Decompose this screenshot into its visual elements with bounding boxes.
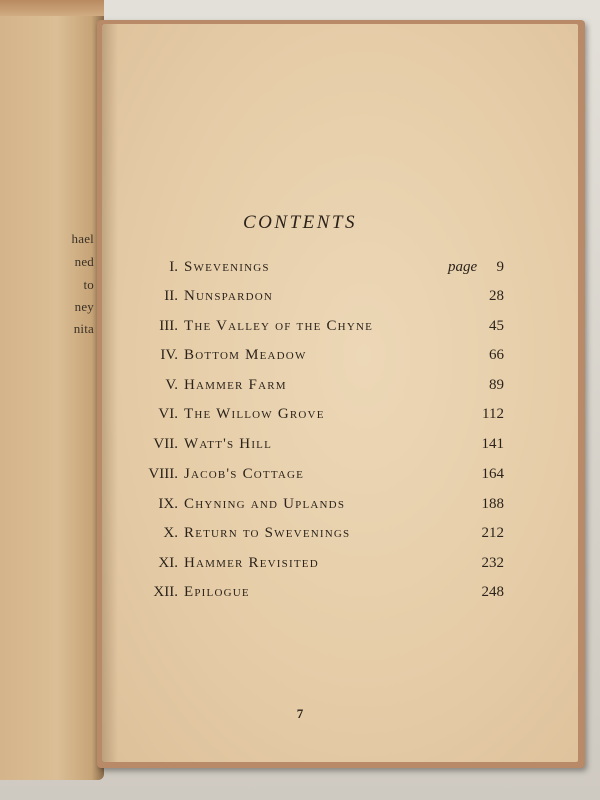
chapter-title: Nunspardon [184, 288, 274, 304]
chapter-numeral: II. [164, 288, 178, 304]
toc-entry [0, 466, 600, 492]
facing-page-text: ned [74, 254, 94, 269]
chapter-numeral: X. [163, 525, 178, 541]
chapter-numeral: XII. [153, 584, 178, 600]
toc-entry [0, 288, 600, 314]
chapter-numeral: VI. [158, 406, 178, 422]
chapter-page-number: 89 [489, 377, 504, 393]
page-number: 7 [296, 706, 304, 721]
facing-page-text: to [83, 277, 94, 292]
chapter-title: Bottom Meadow [184, 347, 307, 363]
toc-entry [0, 584, 600, 610]
toc-entry [0, 318, 600, 344]
chapter-numeral: IV. [160, 347, 178, 363]
chapter-title: Return to Swevenings [184, 525, 351, 541]
chapter-title: Jacob's Cottage [184, 466, 305, 482]
toc-entry [0, 406, 600, 432]
chapter-title: Epilogue [184, 584, 250, 600]
toc-entry [0, 347, 600, 373]
chapter-title: The Valley of the Chyne [184, 318, 374, 334]
chapter-page-number: 141 [481, 436, 504, 452]
chapter-title: Chyning and Uplands [184, 496, 346, 512]
chapter-page-number: 9 [496, 259, 504, 275]
chapter-numeral: III. [159, 318, 178, 334]
chapter-numeral: V. [165, 377, 178, 393]
chapter-numeral: XI. [158, 555, 178, 571]
contents-heading: CONTENTS [243, 212, 357, 233]
chapter-page-number: 112 [482, 406, 504, 422]
toc-entry [0, 436, 600, 462]
chapter-title: Hammer Revisited [184, 555, 319, 571]
cover-edge [0, 0, 104, 16]
chapter-title: Hammer Farm [184, 377, 287, 393]
facing-page-text: nita [73, 321, 94, 336]
chapter-page-number: 164 [481, 466, 504, 482]
chapter-page-number: 248 [481, 584, 504, 600]
chapter-page-number: 212 [481, 525, 504, 541]
chapter-page-number: 188 [481, 496, 504, 512]
facing-page-text: ney [74, 299, 94, 314]
toc-entry [0, 259, 600, 285]
chapter-title: Watt's Hill [184, 436, 273, 452]
chapter-page-number: 45 [489, 318, 504, 334]
toc-entry [0, 496, 600, 522]
chapter-page-number: 232 [481, 555, 504, 571]
page-label: page [448, 259, 478, 275]
chapter-numeral: VII. [153, 436, 178, 452]
chapter-numeral: VIII. [148, 466, 178, 482]
chapter-title: Swevenings [184, 259, 270, 275]
chapter-title: The Willow Grove [184, 406, 325, 422]
toc-entry [0, 555, 600, 581]
toc-entry [0, 377, 600, 403]
chapter-numeral: I. [169, 259, 178, 275]
chapter-numeral: IX. [158, 496, 178, 512]
chapter-page-number: 28 [489, 288, 504, 304]
chapter-page-number: 66 [489, 347, 504, 363]
toc-entry [0, 525, 600, 551]
facing-page-text: hael [71, 231, 94, 246]
